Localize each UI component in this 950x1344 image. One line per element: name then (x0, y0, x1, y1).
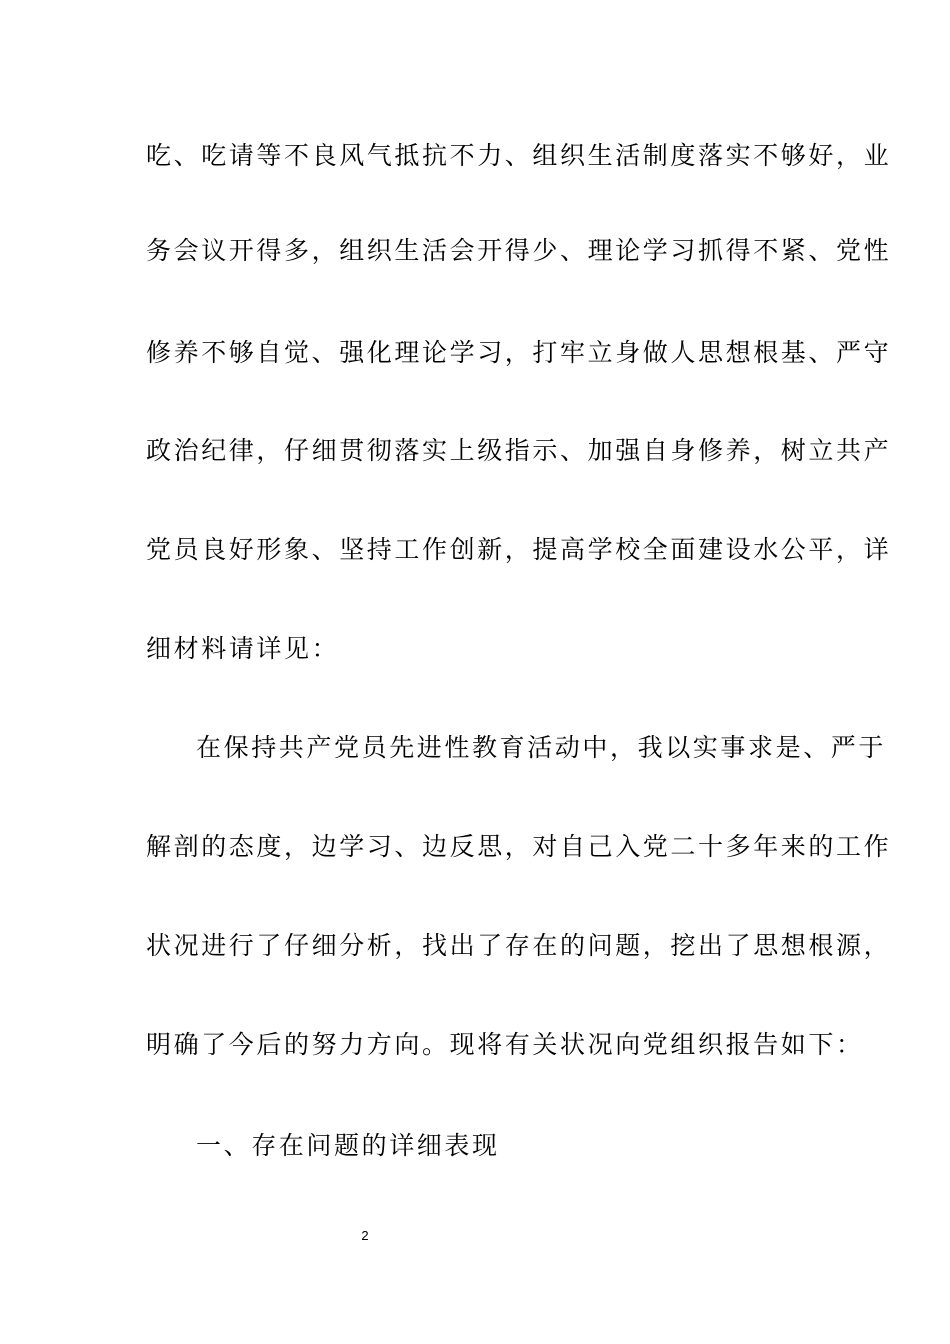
paragraph-2-line-3: 状况进行了仔细分析，找出了存在的问题，挖出了思想根源， (146, 931, 892, 960)
page-number: 2 (361, 1228, 369, 1243)
paragraph-1-line-2: 务会议开得多，组织生活会开得少、理论学习抓得不紧、党性 (146, 236, 892, 265)
paragraph-2-line-4: 明确了今后的努力方向。现将有关状况向党组织报告如下： (146, 1030, 864, 1059)
paragraph-1-line-3: 修养不够自觉、强化理论学习，打牢立身做人思想根基、严守 (146, 338, 892, 367)
paragraph-1-line-1: 吃、吃请等不良风气抵抗不力、组织生活制度落实不够好，业 (146, 141, 892, 170)
paragraph-1-line-4: 政治纪律，仔细贯彻落实上级指示、加强自身修养，树立共产 (146, 436, 892, 465)
section-heading: 一、存在问题的详细表现 (196, 1131, 500, 1160)
paragraph-2-line-1: 在保持共产党员先进性教育活动中，我以实事求是、严于 (196, 733, 887, 762)
paragraph-1-line-5: 党员良好形象、坚持工作创新，提高学校全面建设水公平，详 (146, 535, 892, 564)
paragraph-1-line-6: 细材料请详见： (146, 634, 340, 663)
paragraph-2-line-2: 解剖的态度，边学习、边反思，对自己入党二十多年来的工作 (146, 832, 892, 861)
